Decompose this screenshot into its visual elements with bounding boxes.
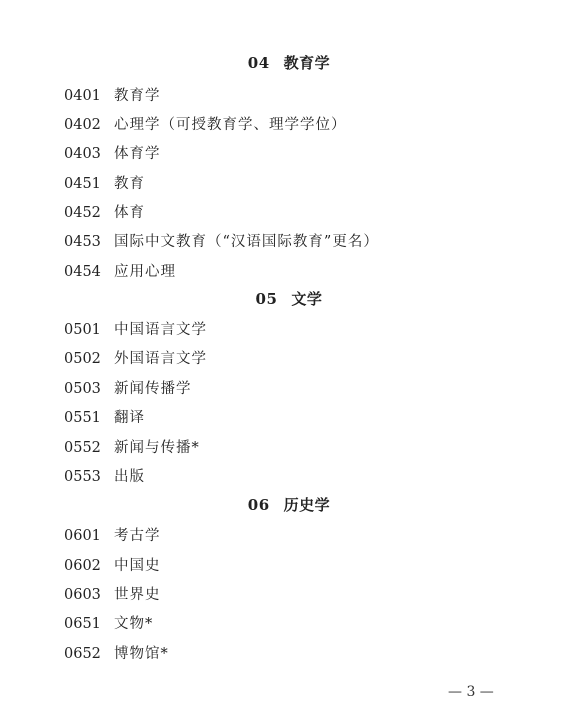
page-number: — 3 —	[448, 684, 494, 700]
item-name: 翻译	[114, 410, 145, 426]
list-item	[64, 260, 176, 281]
list-item	[64, 172, 145, 193]
section-code: 04	[247, 54, 270, 72]
item-code: 0502	[64, 351, 101, 367]
list-item	[64, 642, 169, 663]
item-code: 0553	[64, 469, 101, 485]
section-heading-04	[0, 52, 578, 73]
item-code: 0601	[64, 528, 101, 544]
item-name: 教育	[114, 176, 145, 192]
section-heading-06	[0, 494, 578, 515]
list-item	[64, 347, 207, 368]
item-code: 0602	[64, 558, 101, 574]
item-code: 0403	[64, 146, 101, 162]
section-code: 05	[255, 290, 278, 308]
item-name: 体育	[114, 205, 145, 221]
item-name: 新闻传播学	[114, 381, 192, 397]
item-code: 0501	[64, 322, 101, 338]
item-code: 0454	[64, 264, 101, 280]
list-item	[64, 612, 153, 633]
list-item	[64, 406, 145, 427]
item-code: 0402	[64, 117, 101, 133]
item-name: 教育学	[114, 88, 161, 104]
list-item	[64, 524, 161, 545]
item-code: 0503	[64, 381, 101, 397]
item-name: 体育学	[114, 146, 161, 162]
item-name: 新闻与传播*	[114, 440, 200, 456]
item-name: 文物*	[114, 616, 154, 632]
item-code: 0603	[64, 587, 101, 603]
item-code: 0552	[64, 440, 101, 456]
section-title: 教育学	[283, 54, 331, 72]
section-title: 文学	[291, 290, 323, 308]
item-name: 考古学	[114, 528, 161, 544]
item-name: 外国语言文学	[114, 351, 207, 367]
list-item	[64, 201, 145, 222]
item-code: 0452	[64, 205, 101, 221]
item-name: 世界史	[114, 587, 161, 603]
item-name: 中国语言文学	[114, 322, 207, 338]
item-code: 0652	[64, 646, 101, 662]
item-name: 应用心理	[114, 264, 176, 280]
item-code: 0401	[64, 88, 101, 104]
item-name: 心理学（可授教育学、理学学位）	[114, 117, 347, 133]
item-name: 出版	[114, 469, 145, 485]
item-name: 博物馆*	[114, 646, 169, 662]
item-code: 0551	[64, 410, 101, 426]
item-code: 0451	[64, 176, 101, 192]
section-code: 06	[247, 496, 270, 514]
list-item	[64, 230, 379, 251]
list-item	[64, 318, 207, 339]
item-code: 0453	[64, 234, 101, 250]
list-item	[64, 465, 145, 486]
list-item	[64, 583, 161, 604]
section-title: 历史学	[283, 496, 331, 514]
list-item	[64, 377, 192, 398]
item-code: 0651	[64, 616, 101, 632]
list-item	[64, 113, 347, 134]
list-item	[64, 436, 200, 457]
item-name: 中国史	[114, 558, 161, 574]
item-name: 国际中文教育（“汉语国际教育”更名）	[114, 234, 379, 250]
section-heading-05	[0, 288, 578, 309]
list-item	[64, 554, 161, 575]
list-item	[64, 142, 161, 163]
list-item	[64, 84, 161, 105]
